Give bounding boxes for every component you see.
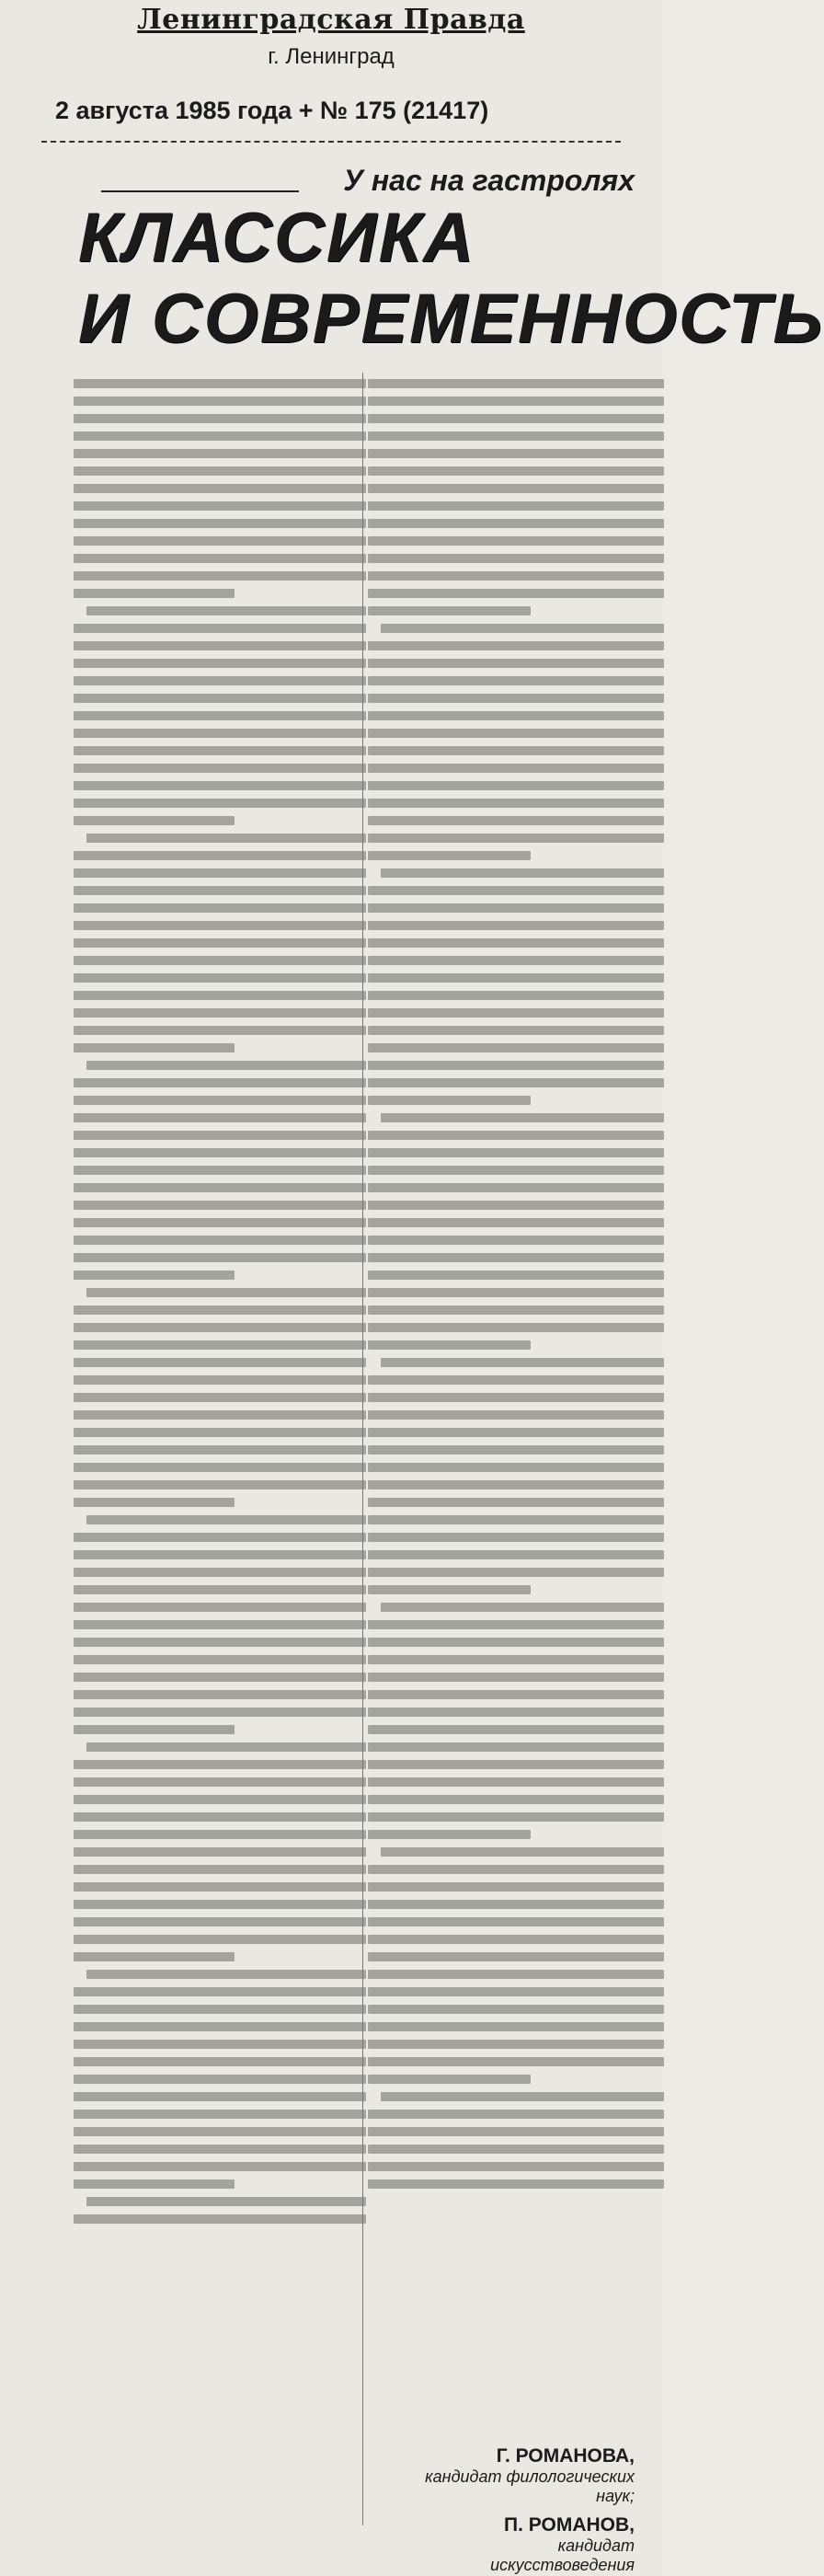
article-text-line	[368, 1917, 664, 1926]
article-text-line	[74, 1183, 366, 1192]
article-text-line	[74, 2040, 366, 2049]
article-text-line	[74, 1935, 366, 1944]
article-text-line	[74, 414, 366, 423]
article-text-line	[74, 729, 366, 738]
byline-role: кандидат	[557, 2536, 635, 2555]
article-text-line	[74, 1795, 366, 1804]
article-text-line	[74, 1358, 366, 1367]
article-text-line	[74, 1568, 366, 1577]
article-text-line	[368, 606, 531, 615]
article-text-line	[74, 711, 366, 720]
article-text-line	[368, 1568, 664, 1577]
article-text-line	[381, 1358, 664, 1367]
article-text-line	[368, 1498, 664, 1507]
article-text-line	[368, 571, 664, 581]
headline-line-1: КЛАССИКА	[78, 199, 476, 277]
article-text-line	[368, 414, 664, 423]
article-text-line	[74, 431, 366, 441]
article-text-line	[368, 676, 664, 685]
article-text-line	[368, 1323, 664, 1332]
article-text-line	[74, 501, 366, 511]
article-text-line	[368, 694, 664, 703]
article-text-line	[74, 536, 366, 546]
article-text-line	[74, 781, 366, 790]
article-text-line	[368, 1515, 664, 1524]
article-text-line	[74, 2022, 366, 2031]
article-text-line	[74, 1305, 366, 1315]
article-text-line	[86, 1970, 366, 1979]
article-text-line	[74, 1271, 235, 1280]
article-text-line	[86, 1061, 366, 1070]
article-text-line	[368, 1008, 664, 1018]
article-text-line	[368, 1970, 664, 1979]
article-text-line	[74, 1550, 366, 1559]
article-text-line	[368, 589, 664, 598]
article-text-line	[74, 1847, 366, 1857]
article-text-line	[368, 711, 664, 720]
article-text-line	[74, 1393, 366, 1402]
article-text-line	[74, 1236, 366, 1245]
article-text-line	[368, 2022, 664, 2031]
article-text-line	[74, 799, 366, 808]
article-text-line	[86, 1742, 366, 1752]
article-text-line	[74, 1166, 366, 1175]
article-text-line	[74, 2110, 366, 2119]
article-text-line	[74, 694, 366, 703]
article-text-line	[86, 2197, 366, 2206]
article-text-line	[368, 938, 664, 948]
article-text-line	[74, 1428, 366, 1437]
article-text-line	[74, 624, 366, 633]
article-text-line	[368, 1690, 664, 1699]
article-text-line	[74, 1340, 366, 1350]
byline-role: искусствоведения	[490, 2556, 635, 2574]
article-text-line	[368, 1131, 664, 1140]
article-text-line	[74, 1777, 366, 1787]
article-text-line	[368, 1026, 664, 1035]
article-text-line	[74, 1498, 235, 1507]
article-text-line	[368, 659, 664, 668]
article-text-line	[368, 1882, 664, 1892]
article-text-line	[368, 1201, 664, 1210]
section-kicker: У нас на гастролях	[343, 164, 635, 197]
article-text-line	[368, 379, 664, 388]
article-text-line	[368, 1236, 664, 1245]
article-text-line	[368, 1952, 664, 1961]
article-text-line	[368, 1480, 664, 1489]
article-text-line	[74, 466, 366, 476]
article-text-line	[368, 1673, 664, 1682]
article-text-line	[368, 1166, 664, 1175]
article-text-line	[74, 868, 366, 878]
article-text-line	[368, 956, 664, 965]
article-text-line	[74, 2214, 366, 2224]
article-text-line	[368, 1900, 664, 1909]
article-text-line	[368, 501, 664, 511]
article-text-line	[381, 1603, 664, 1612]
article-text-line	[86, 606, 366, 615]
article-text-line	[368, 1777, 664, 1787]
article-text-line	[368, 1638, 664, 1647]
article-text-line	[74, 903, 366, 913]
article-text-line	[381, 868, 664, 878]
article-text-line	[74, 1096, 366, 1105]
article-text-line	[74, 676, 366, 685]
article-text-line	[74, 1201, 366, 1210]
article-text-line	[74, 659, 366, 668]
article-text-line	[368, 1428, 664, 1437]
byline-author-2	[490, 2514, 635, 2575]
article-text-line	[74, 816, 235, 825]
article-text-line	[368, 2162, 664, 2171]
article-text-line	[368, 1795, 664, 1804]
article-text-line	[368, 781, 664, 790]
article-text-line	[74, 1987, 366, 1996]
article-text-line	[368, 1375, 664, 1385]
article-text-line	[368, 1393, 664, 1402]
article-text-line	[74, 1008, 366, 1018]
article-text-line	[368, 1445, 664, 1455]
article-text-line	[368, 973, 664, 983]
article-text-line	[74, 379, 366, 388]
article-text-line	[74, 2057, 366, 2066]
article-text-line	[74, 1865, 366, 1874]
article-text-line	[74, 1463, 366, 1472]
article-text-line	[74, 1603, 366, 1612]
article-text-line	[368, 903, 664, 913]
article-text-line	[368, 1550, 664, 1559]
article-text-line	[74, 2179, 235, 2189]
article-text-line	[368, 2057, 664, 2066]
article-text-line	[74, 1690, 366, 1699]
article-text-line	[368, 2040, 664, 2049]
article-text-line	[74, 764, 366, 773]
article-text-line	[74, 2145, 366, 2154]
issue-dateline: 2 августа 1985 года + № 175 (21417)	[55, 97, 489, 124]
article-text-line	[74, 2162, 366, 2171]
article-column-left	[74, 373, 366, 2232]
article-text-line	[74, 1952, 235, 1961]
article-text-line	[368, 921, 664, 930]
article-text-line	[74, 991, 366, 1000]
article-text-line	[381, 1113, 664, 1122]
article-text-line	[368, 1742, 664, 1752]
article-text-line	[74, 886, 366, 895]
article-text-line	[74, 1760, 366, 1769]
article-text-line	[368, 1340, 531, 1350]
article-text-line	[368, 1463, 664, 1472]
article-text-line	[368, 1148, 664, 1157]
article-text-line	[368, 1865, 664, 1874]
article-text-line	[368, 729, 664, 738]
article-text-line	[74, 1917, 366, 1926]
kicker-rule	[101, 190, 299, 192]
article-text-line	[74, 519, 366, 528]
article-text-line	[368, 1760, 664, 1769]
article-text-line	[74, 641, 366, 650]
newspaper-masthead: Ленинградская Правда	[137, 4, 525, 36]
article-text-line	[74, 1218, 366, 1227]
article-text-line	[368, 1253, 664, 1262]
article-text-line	[368, 2127, 664, 2136]
byline-role: наук;	[596, 2487, 635, 2505]
article-text-line	[381, 624, 664, 633]
article-text-line	[368, 1620, 664, 1629]
article-text-line	[74, 1812, 366, 1822]
article-text-line	[368, 1830, 531, 1839]
article-text-line	[368, 2179, 664, 2189]
article-text-line	[368, 1061, 664, 1070]
article-text-line	[86, 1515, 366, 1524]
article-text-line	[74, 938, 366, 948]
article-text-line	[86, 1288, 366, 1297]
article-text-line	[368, 1410, 664, 1420]
article-text-line	[368, 1288, 664, 1297]
article-text-line	[368, 746, 664, 755]
article-text-line	[74, 851, 366, 860]
article-text-line	[74, 1638, 366, 1647]
article-text-line	[74, 2005, 366, 2014]
article-text-line	[368, 1183, 664, 1192]
article-text-line	[368, 2110, 664, 2119]
article-text-line	[368, 2075, 531, 2084]
article-text-line	[74, 1533, 366, 1542]
article-text-line	[74, 1323, 366, 1332]
article-text-line	[381, 1847, 664, 1857]
article-text-line	[368, 397, 664, 406]
article-column-right	[368, 373, 664, 2197]
article-text-line	[74, 554, 366, 563]
article-text-line	[368, 466, 664, 476]
article-text-line	[368, 2145, 664, 2154]
article-text-line	[74, 2092, 366, 2101]
article-text-line	[368, 1725, 664, 1734]
dateline-rule	[41, 141, 621, 143]
article-text-line	[368, 1305, 664, 1315]
article-text-line	[368, 484, 664, 493]
article-text-line	[368, 1218, 664, 1227]
article-text-line	[368, 799, 664, 808]
article-headline	[78, 198, 824, 360]
article-text-line	[368, 431, 664, 441]
article-text-line	[74, 397, 366, 406]
article-text-line	[368, 834, 664, 843]
article-text-line	[368, 1096, 531, 1105]
article-text-line	[368, 1533, 664, 1542]
article-text-line	[74, 1900, 366, 1909]
article-text-line	[74, 1725, 235, 1734]
article-text-line	[86, 834, 366, 843]
article-text-line	[368, 641, 664, 650]
article-text-line	[74, 1043, 235, 1052]
byline-role: кандидат филологических	[425, 2467, 635, 2486]
article-text-line	[74, 1375, 366, 1385]
article-text-line	[368, 1078, 664, 1087]
article-text-line	[74, 2075, 366, 2084]
article-text-line	[74, 973, 366, 983]
article-text-line	[368, 519, 664, 528]
article-text-line	[74, 1655, 366, 1664]
article-text-line	[74, 746, 366, 755]
article-text-line	[368, 1708, 664, 1717]
article-text-line	[368, 449, 664, 458]
article-text-line	[74, 449, 366, 458]
article-text-line	[74, 1253, 366, 1262]
article-text-line	[368, 554, 664, 563]
article-text-line	[74, 1620, 366, 1629]
article-text-line	[368, 1043, 664, 1052]
article-text-line	[368, 991, 664, 1000]
article-text-line	[368, 536, 664, 546]
article-text-line	[368, 2005, 664, 2014]
article-text-line	[74, 1673, 366, 1682]
article-text-line	[74, 1708, 366, 1717]
masthead-city: г. Ленинград	[268, 44, 395, 69]
byline-name: Г. РОМАНОВА,	[496, 2445, 635, 2467]
article-text-line	[74, 1410, 366, 1420]
article-text-line	[74, 1830, 366, 1839]
article-text-line	[74, 589, 235, 598]
article-text-line	[74, 1026, 366, 1035]
article-text-line	[368, 1935, 664, 1944]
article-text-line	[74, 956, 366, 965]
article-text-line	[74, 2127, 366, 2136]
article-text-line	[74, 1480, 366, 1489]
article-text-line	[74, 921, 366, 930]
article-text-line	[74, 1148, 366, 1157]
article-text-line	[368, 1987, 664, 1996]
article-text-line	[74, 1882, 366, 1892]
article-text-line	[368, 764, 664, 773]
article-text-line	[368, 886, 664, 895]
byline-author-1	[425, 2445, 635, 2506]
article-text-line	[74, 1078, 366, 1087]
article-text-line	[74, 1585, 366, 1594]
article-text-line	[74, 484, 366, 493]
article-text-line	[381, 2092, 664, 2101]
article-text-line	[368, 1812, 664, 1822]
article-text-line	[368, 1655, 664, 1664]
article-text-line	[74, 1445, 366, 1455]
article-text-line	[74, 1113, 366, 1122]
article-text-line	[368, 1585, 531, 1594]
article-text-line	[74, 1131, 366, 1140]
byline-name: П. РОМАНОВ,	[504, 2514, 635, 2536]
article-text-line	[368, 851, 531, 860]
article-text-line	[74, 571, 366, 581]
article-text-line	[368, 1271, 664, 1280]
headline-line-2: И СОВРЕМЕННОСТЬ	[78, 280, 824, 358]
column-divider	[362, 373, 363, 2525]
article-text-line	[368, 816, 664, 825]
